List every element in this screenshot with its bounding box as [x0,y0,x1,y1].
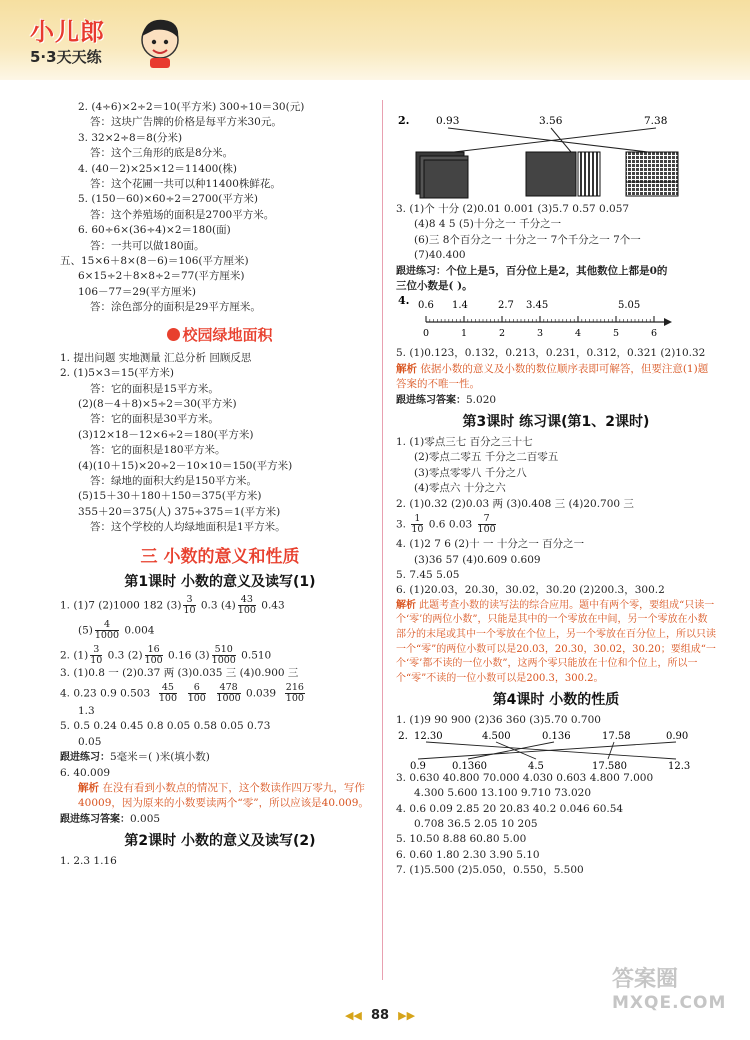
nl-arrow-icon [664,318,672,326]
column-divider [382,100,383,980]
answer-line: 1.3 [78,704,95,717]
chapter-title: 三 小数的意义和性质 [140,546,300,567]
answer-line: 答：这个养殖场的面积是2700平方米。 [90,208,275,221]
answer-line: 3. (1)个 十分 (2)0.01 0.001 (3)5.7 0.57 0.057 [396,203,630,215]
watermark [612,962,742,1032]
nl-label: 5.05 [618,300,641,312]
match-line [448,128,648,152]
answer-line: 答：绿地的面积大约是150平方米。 [90,474,258,487]
fig-label-2: 3.56 [539,115,563,127]
nl-tick-label: 5 [612,328,620,340]
answer-line: 4.300 5.600 13.100 9.710 73.020 [414,787,592,800]
cross-bottom-label: 12.3 [668,760,691,771]
answer-line: 答：它的面积是180平方米。 [90,444,226,457]
answer-line: 6. 60÷6×(36÷4)×2＝180(面) [78,224,231,237]
answer-line: (2)零点二零五 千分之二百零五 [414,451,559,464]
fraction: $\frac{6}{100}$ [187,681,206,704]
answer-line: 4. (1)2 7 6 (2)十 一 十分之一 百分之一 [396,538,585,551]
lesson-title-4: 第4课时 小数的性质 [492,692,620,709]
cross-top-label: 0.90 [666,730,689,742]
answer-line: 1. (1)9 90 900 (2)36 360 (3)5.70 0.700 [396,714,601,727]
next-arrows-icon: ▶▶ [398,1009,416,1022]
answer-line: 1. (1)7 (2)1000 182 (3) $\frac{3}{10}$ 0.3 (4) $\frac{43}{100}$ 0.43 [60,593,285,616]
answer-line: 7. (1)5.500 (2)5.050，0.550，5.500 [396,864,584,877]
match-line [454,128,656,152]
answer-line: (5) $\frac{4}{1000}$ 0.004 [78,618,155,641]
answer-line: (3)36 57 (4)0.609 0.609 [414,553,541,566]
answer-line: (5)15＋30＋180＋150＝375(平方米) [78,490,262,503]
decimal-grid-figure [396,112,716,202]
cross-top-label: 4.500 [482,730,511,742]
answer-line: 3. 32×2÷8＝8(分米) [78,131,183,144]
brand-logo [30,12,180,74]
answer-line: 6. (1)20.03，20.30，30.02，30.20 (2)200.3，300.2 [396,584,665,597]
answer-line: (4)8 4 5 (5)十分之一 千分之一 [414,218,562,231]
answer-line: 答：这块广告牌的价格是每平方米30元。 [90,116,282,129]
answer-line: 答：这个学校的人均绿地面积是1平方米。 [90,521,286,534]
page-footer [300,1008,460,1023]
analysis-note: 解析 依据小数的意义及小数的数位顺序表即可解答，但要注意(1)题答案的不唯一性。 [396,362,709,391]
follow-up-answer: 跟进练习答案：0.005 [60,812,161,825]
answer-line: 1. 提出问题 实地测量 汇总分析 回顾反思 [60,351,252,364]
left-column [60,100,380,870]
fraction: $\frac{7}{100}$ [477,513,496,536]
mascot-icon [134,14,186,70]
bullet-icon [167,328,180,341]
cross-top-label: 17.58 [602,730,631,742]
analysis-note: 解析 此题考查小数的读写法的综合应用。题中有两个零，要组成“只读一个‘零’的两位小数”，只能是其中的一个零放在中间，另一个零放在小数部分的末尾或其中一个零放在个位上，另一个零放在百分位上，所以只读一个“零”的两位小数可以是20.03，20.30，30.02，30.20；要组成“一个‘零’都不读的一位小数”，这两个零只能放在十位和个位上，所以一个“零”不读的一位小数可以是200.3，300.2。 [396,599,716,684]
answers-block-1 [60,100,380,316]
crossing-lines [396,729,716,771]
fraction: $\frac{510}{1000}$ [211,643,236,666]
fraction: $\frac{3}{10}$ [183,593,196,616]
answer-line: 3. (1)0.8 一 (2)0.37 两 (3)0.035 三 (4)0.900 三 [60,666,299,679]
answer-line: (6)三 8个百分之一 十分之一 7个千分之一 7个一 [414,233,641,246]
answer-line: 5. (150－60)×60÷2＝2700(平方米) [78,193,259,206]
nl-tick-label: 3 [536,328,544,340]
answer-line: 0.05 [78,735,102,748]
answer-line: 5. 7.45 5.05 [396,568,460,581]
fig-label-1: 0.93 [436,115,460,127]
answer-line: 2. (4÷6)×2÷2＝10(平方米) 300÷10＝30(元) [78,101,305,113]
answers-lesson-4 [396,771,716,879]
answer-line: (7)40.400 [414,249,466,262]
answer-line: 5. (1)0.123，0.132，0.213，0.231，0.312，0.321 (2)10.32 [396,347,706,360]
number-line-figure [396,294,716,340]
nl-ticks [426,316,654,322]
nl-label: 1.4 [452,300,468,312]
answer-line: 2. (1) $\frac{3}{10}$ 0.3 (2) $\frac{16}{100}$ 0.16 (3) $\frac{510}{1000}$ 0.510 [60,643,272,666]
prev-arrows-icon: ◀◀ [344,1009,362,1022]
logo-title: 小儿郎 [30,18,105,46]
answer-line: (3)12×18－12×6÷2＝180(平方米) [78,428,254,441]
answer-line: (4)零点六 十分之六 [414,482,506,495]
answer-line: 6. 40.009 [60,766,111,779]
answer-line: 355＋20＝375(人) 375÷375＝1(平方米) [78,505,281,518]
analysis-note: 解析 在没有看到小数点的情况下，这个数读作四万零九，写作40009，因为原来的小数要读两个“零”，所以应该是40.009。 [78,782,369,810]
answer-line: 6. 0.60 1.80 2.30 3.90 5.10 [396,848,540,861]
answer-line: 2. (1)5×3＝15(平方米) [60,367,174,380]
fraction: $\frac{4}{1000}$ [94,618,120,641]
lesson-title-1: 第1课时 小数的意义及读写(1) [124,573,316,590]
answers-block-2 [60,351,380,536]
match-line [608,742,614,759]
grid-squares-1 [416,152,468,198]
answer-line: 答：它的面积是30平方米。 [90,413,219,426]
nl-tick-label: 1 [460,328,468,340]
nl-tick-label: 4 [574,328,582,340]
fraction: $\frac{16}{100}$ [144,643,163,666]
nl-label: 3.45 [526,300,549,312]
answer-line: (3)零点零零八 千分之八 [414,466,527,479]
fraction: $\frac{43}{100}$ [237,593,256,616]
answer-line: 5. 0.5 0.24 0.45 0.8 0.05 0.58 0.05 0.73 [60,720,271,733]
nl-tick-label: 2 [498,328,506,340]
answer-line: 1. (1)零点三七 百分之三十七 [396,436,533,449]
answer-line: (4)(10＋15)×20÷2－10×10＝150(平方米) [78,459,293,472]
answer-line: 1. 2.3 1.16 [60,855,117,868]
nl-tick-label: 6 [650,328,658,340]
section-title-text: 校园绿地面积 [182,325,273,344]
watermark-line-2: MXQE.COM [612,993,727,1013]
answer-line: (2)(8－4＋8)×5÷2＝30(平方米) [78,397,237,410]
page-number: 88 [370,1008,390,1023]
answers-lesson-3 [396,435,716,512]
question-number: 2. [398,729,409,742]
fraction: $\frac{3}{10}$ [90,643,103,666]
fraction: $\frac{45}{100}$ [158,681,177,704]
answer-line: 6×15÷2＋8×8÷2＝77(平方厘米) [78,270,245,283]
answer-line: 2. (1)0.32 (2)0.03 两 (3)0.408 三 (4)20.700 三 [396,497,634,510]
answer-line: 答：这个花圃一共可以种11400株鲜花。 [90,178,281,191]
answer-line: 0.708 36.5 2.05 10 205 [414,817,538,830]
fraction: $\frac{478}{1000}$ [216,681,241,704]
fraction: $\frac{216}{100}$ [285,681,304,704]
lesson-title-3: 第3课时 练习课(第1、2课时) [462,414,650,431]
match-line [496,742,536,759]
answer-line: 4. 0.6 0.09 2.85 20 20.83 40.2 0.046 60.54 [396,802,624,815]
follow-up-line: 跟进练习：个位上是5，百分位上是2，其他数位上都是0的 [396,264,668,277]
question-number: 4. [398,294,410,308]
fraction: $\frac{1}{10}$ [411,513,424,536]
grid-squares-3 [626,152,678,196]
answer-line: 3. $\frac{1}{10}$ 0.6 0.03 $\frac{7}{100}$ [396,513,496,536]
cross-bottom-label: 0.1360 [452,760,487,771]
cross-top-label: 0.136 [542,730,571,742]
watermark-line-1: 答案圈 [612,967,679,992]
cross-bottom-label: 17.580 [592,760,627,771]
nl-label: 0.6 [418,300,434,312]
number-line [396,294,716,340]
cross-bottom-label: 4.5 [528,760,544,771]
answer-line: 4. 0.23 0.9 0.503 $\frac{45}{100}$ $\frac{6}{100}$ $\frac{478}{1000}$ 0.039 $\frac{216}{100}$ [60,681,304,704]
follow-up-answer: 跟进练习答案：5.020 [396,393,497,406]
fig-label-3: 7.38 [644,115,668,127]
section-title-campus [60,324,380,345]
logo-subtitle: 5·3天天练 [30,48,102,66]
answer-line: 五、15×6＋8×(8－6)＝106(平方厘米) [60,255,249,268]
answers-q3 [396,202,716,264]
answer-line: 答：它的面积是15平方米。 [90,382,219,395]
nl-tick-label: 0 [422,328,430,340]
answer-line: 3. 0.630 40.800 70.000 4.030 0.603 4.800 7.000 [396,771,654,784]
cross-bottom-label: 0.9 [410,760,426,771]
answer-line: 答：一共可以做180面。 [90,239,205,252]
follow-up-line: 三位小数是( )。 [396,280,473,293]
answers-lesson-3b [396,537,716,599]
answer-line: 答：这个三角形的底是8分米。 [90,147,234,160]
matching-figure [396,112,716,202]
answer-line: 106－77＝29(平方厘米) [78,285,196,298]
crossing-match-figure [396,729,716,771]
answer-line: 答：涂色部分的面积是29平方厘米。 [90,301,261,314]
lesson-title-2: 第2课时 小数的意义及读写(2) [124,833,316,850]
follow-up-line: 跟进练习：5毫米＝( )米(填小数) [60,751,210,764]
right-column [396,112,716,879]
grid-squares-2 [526,152,600,196]
nl-label: 2.7 [498,300,514,312]
nl-tick-labels [423,328,657,339]
answer-line: 4. (40－2)×25×12＝11400(株) [78,162,238,175]
answer-line: 5. 10.50 8.88 60.80 5.00 [396,833,527,846]
question-number: 2. [398,114,410,127]
cross-top-label: 12.30 [414,730,443,742]
